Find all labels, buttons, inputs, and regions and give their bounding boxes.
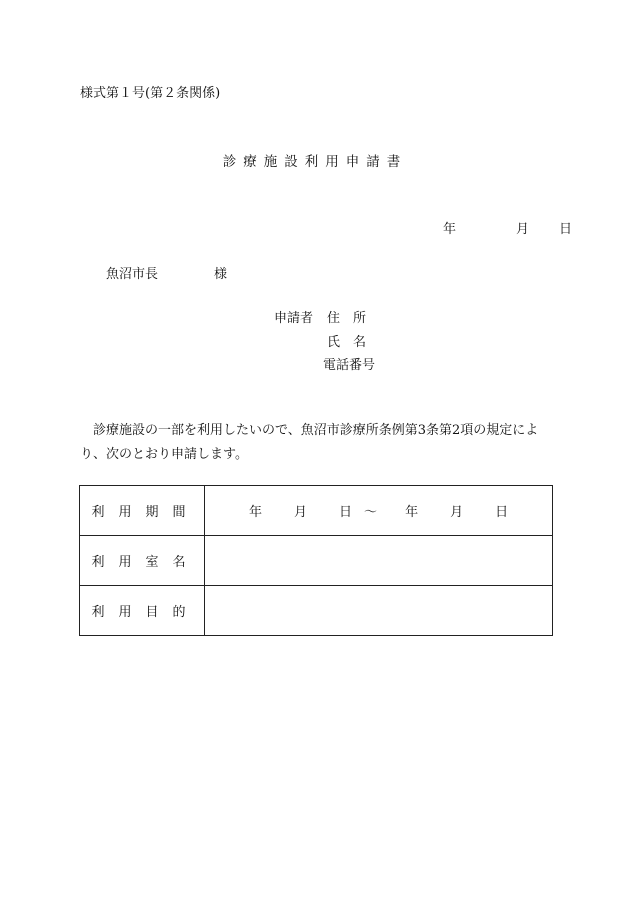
- table-row: [80, 586, 553, 636]
- period-month-end: 月: [450, 505, 464, 520]
- applicant-address-label: 住 所: [327, 311, 367, 326]
- purpose-field[interactable]: [205, 586, 553, 636]
- date-month: 月: [516, 222, 530, 237]
- table-row: [80, 486, 553, 536]
- period-tilde: ～: [364, 505, 378, 520]
- addressee-honorific: 様: [214, 267, 228, 282]
- date-day: 日: [559, 222, 573, 237]
- applicant-name-label: 氏 名: [327, 335, 367, 350]
- period-year-start: 年: [249, 505, 263, 520]
- period-month-start: 月: [294, 505, 308, 520]
- form-number: 様式第１号(第２条関係): [80, 86, 221, 101]
- addressee-name: 魚沼市長: [106, 267, 159, 282]
- document-title: 診療施設利用申請書: [222, 154, 408, 170]
- row-label-period: 利用期間: [80, 486, 205, 536]
- period-field[interactable]: [205, 486, 553, 536]
- room-name-field[interactable]: [205, 536, 553, 586]
- period-year-end: 年: [405, 505, 419, 520]
- application-date: [443, 218, 572, 237]
- application-table: [79, 485, 553, 636]
- applicant-phone-label: 電話番号: [323, 358, 376, 373]
- application-statement: 診療施設の一部を利用したいので、魚沼市診療所条例第3条第2項の規定により、次のとおり申請します。: [80, 423, 539, 462]
- addressee: [106, 263, 227, 282]
- date-year: 年: [443, 222, 457, 237]
- period-day-start: 日: [339, 505, 353, 520]
- row-label-room: 利用室名: [80, 536, 205, 586]
- row-label-purpose: 利用目的: [80, 586, 205, 636]
- table-row: [80, 536, 553, 586]
- period-day-end: 日: [495, 505, 509, 520]
- applicant-label: 申請者: [274, 311, 314, 326]
